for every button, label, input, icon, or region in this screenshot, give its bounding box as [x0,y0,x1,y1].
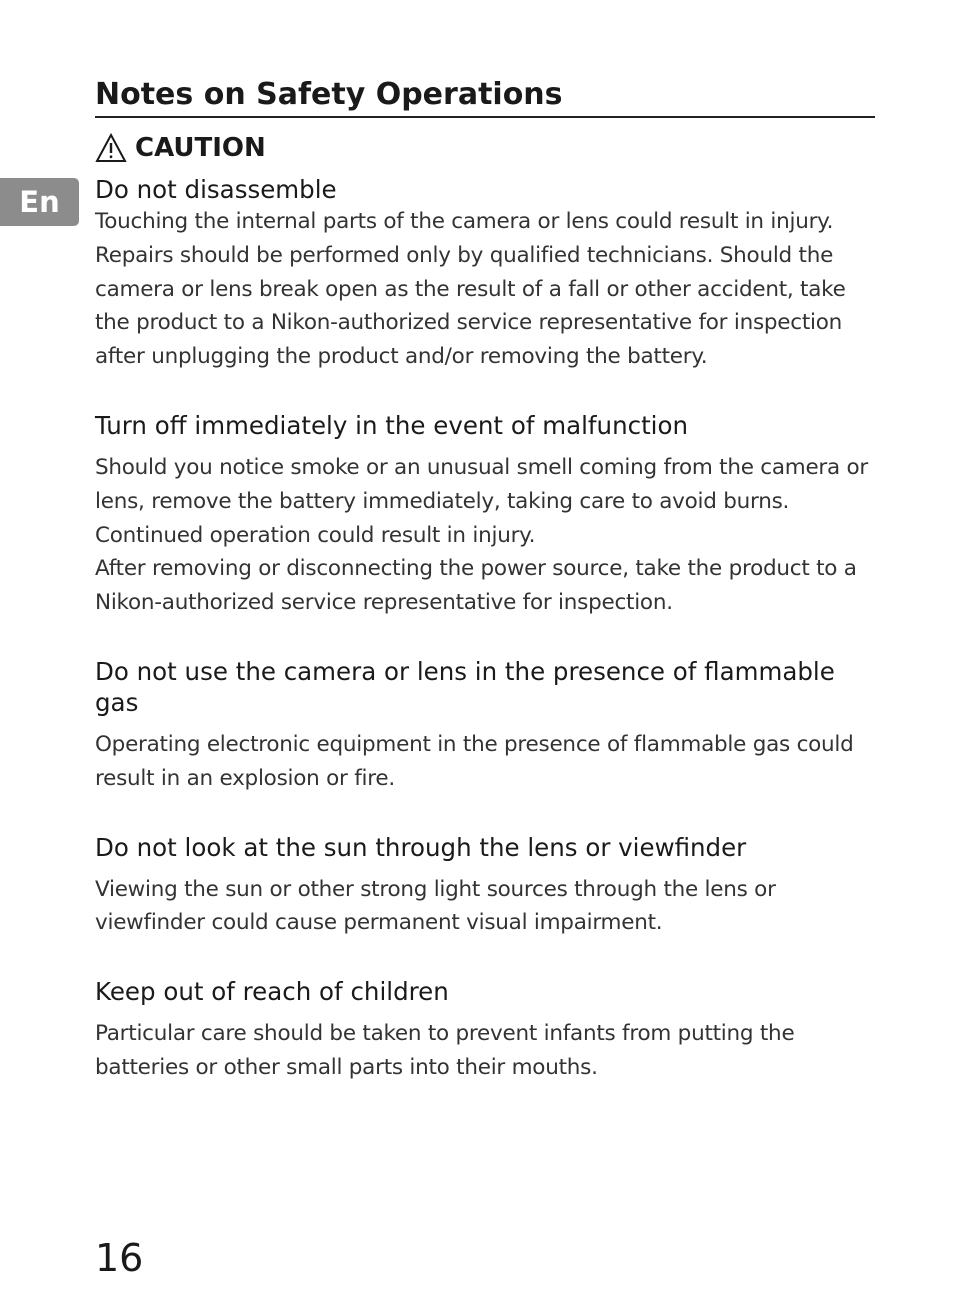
section-heading: Do not use the camera or lens in the presence of flammable gas [95,656,835,717]
page-number: 16 [95,1236,144,1280]
section-heading: Turn off immediately in the event of malfunction [95,410,689,440]
section-heading: Keep out of reach of children [95,977,449,1007]
caution-label: CAUTION [135,133,266,163]
section-text: After removing or disconnecting the power source, take the product to a Nikon-authorized service representative for inspection. [95,556,857,616]
section-text: Particular care should be taken to prevent infants from putting the batteries or other small parts into their mouths. [95,1021,795,1080]
section-text: Should you notice smoke or an unusual smell coming from the camera or lens, remove the battery immediately, taking care to avoid burns. Continued operation could result in injury. [95,454,869,548]
page-title: Notes on Safety Operations [95,74,875,118]
section-text: Operating electronic equipment in the presence of flammable gas could result in an explosion or fire. [95,731,854,791]
warning-triangle-icon [95,133,127,163]
section-text: Touching the internal parts of the camera or lens could result in injury. Repairs should be performed only by qualified technicians. Should the camera or lens break open as the result of a fall or other accident, take the product to a Nikon-authorized service representative for inspection after unplugging the product and/or removing the battery. [95,209,846,370]
section-do-not-disassemble [95,174,875,374]
language-tab: En [0,178,79,226]
section-malfunction [95,410,875,620]
section-sun-viewfinder [95,832,875,941]
section-flammable-gas [95,656,875,796]
caution-header [95,128,875,168]
section-heading: Do not look at the sun through the lens or viewfinder [95,832,747,862]
page-content [95,74,875,1085]
section-children [95,976,875,1085]
section-text: Viewing the sun or other strong light sources through the lens or viewfinder could cause permanent visual impairment. [95,876,776,936]
section-heading: Do not disassemble [95,175,337,204]
